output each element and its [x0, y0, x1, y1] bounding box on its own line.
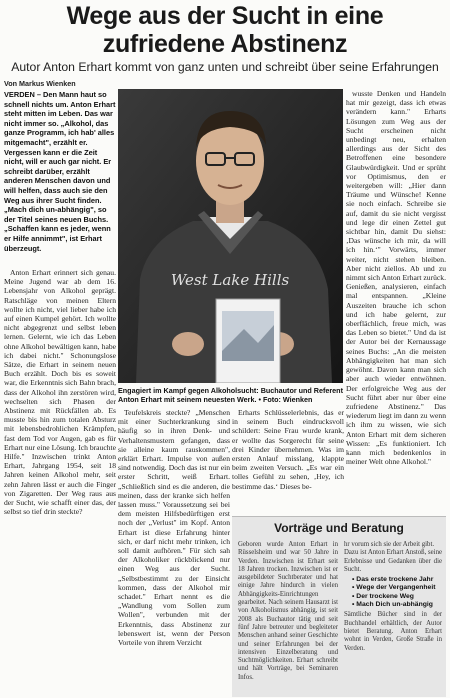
info-box-right-intro: hr vorum sich sie der Arbeit gibt. — [344, 541, 435, 548]
book-list — [344, 576, 442, 609]
info-box-right-intro-2: Dazu ist Anton Erhart Anstoß, seine Erlebnisse und Gedanken über die Sucht. — [344, 549, 442, 573]
dateline: VERDEN — [4, 90, 35, 99]
info-box-left-column — [238, 541, 338, 693]
info-box-right-column — [344, 541, 442, 693]
book-list-item: • Wege der Vergangenheit — [352, 584, 442, 592]
photo-caption: Engagiert im Kampf gegen Alkoholsucht: Buchautor und Referent Anton Erhart mit seinem neuesten Werk. • Foto: Wienken — [118, 386, 343, 404]
article-column-1 — [4, 268, 116, 696]
column-2-text: Teufelskreis steckte? „Menschen mit einer Suchterkrankung sind häufig so in ihren Denk- und Verhaltensmustern gefangen, dass sie alleine kaum rauskommen", erklärt Erhart. Impulse von außen sind notwendig. Doch das ist nur ein erster Schritt, weiß Erhart. „Schließlich sind es die anderen, die meinen, dass der kranke sich helfen lassen muss." Voraussetzung sei bei dem meisten Hilfsbedürftigen erst noch der „Verlust" im Kopf. Anton Erhart ist diese Erfahrung hinter sich, er darf nicht mehr trinken, ich soll damit aufhören." Für sich sah der Alkoholiker rückblickend nur einen Weg aus der Sucht. „Selbstbestimmt zu der Einsicht kommen, dass der Alkohol mir schadet." Erhart nennt es die „Wandlung vom Sollen zum Wollen", verbunden mit der Erkenntnis, dass Abstinenz zur lebenswert ist, wenn der Person Vorteile von ihrem Verzicht — [118, 408, 230, 648]
info-box — [232, 516, 446, 697]
book-list-item: • Der trockene Weg — [352, 593, 442, 601]
book-list-item: • Mach Dich un-abhängig — [352, 601, 442, 609]
info-box-right-outro: Sämtliche Bücher sind in der Buchhandel erhältlich, der Autor bietet Beratung. Anton Erhart wohnt in Verden, Große Straße in Verden. — [344, 611, 442, 652]
column-1-text: Anton Erhart erinnert sich genau. Meine Jugend war ab dem 16. Lebensjahr von Alkohol geprägt. Ratschläge von meinen Eltern wollte ich nicht, viel lieber habe ich auf einen Kumpel gehört. Ich wollte nicht abgegrenzt und selbst leben lernen. Gelernt, wie ich das Leben ohne Alkohol bewältigen kann, habe ich dabei nicht." Schonungslose Sätze, die Erhart in seinem neuen Buch erzählt. Doch bis es soweit war, die Erkenntnis sich Bahn brach, dass der Alkohol ihn zerstören wird, wechselten sich Phasen der Abstinenz mit Rückfällen ab. Es musste bis hin zum totalen Absturz mit lebensbedrohlichen Krämpfen, fast dem Tod vor Augen, gab es für Erhart nur eine Lösung. Ich brauchte Hilfe." Inzwischen trinkt Anton Erhart, Jahrgang 1954, seit 18 Jahren keinen Alkohol mehr, seit zehn Jahren lässt er auch die Finger von Zigaretten. Der Weg raus aus der Sucht, wie schafft einer das, der selbst so tief drin steckte? — [4, 268, 116, 517]
shirt-lettering: West Lake Hills — [170, 271, 290, 289]
article-column-3 — [232, 408, 344, 512]
author-photo — [118, 89, 343, 383]
info-box-title: Vorträge und Beratung — [274, 521, 404, 535]
column-3-text: Erharts Schlüsselerlebnis, das er in seinem Buch eindrucksvoll schildert: Seine Frau wurde krank, er wollte das Sorgerecht für seine drei Kinder übernehmen. Was im ersten Anlauf misslang, klappte beim zweiten Versuch. „Es war ein tolles Gefühl zu sehen, ‚Hey, ich bestimme das.‘ Dieses be- — [232, 408, 344, 491]
intro-text: – Den Mann haut so schnell nichts um. Anton Erhart steht mitten im Leben. Das war nicht immer so. „Alkohol, das ganze Programm, ich hab' alles mitgemacht", erzählt er. Vergessen kann er die Zeit nicht, will er auch gar nicht. Er schreibt darüber, erzählt anderen Menschen davon und will helfen, dass auch sie den Weg aus ihrer Sucht finden. „Mach dich un-abhängig", so der Titel seines neuen Buchs. „Schaffen kann es jeder, wenn er Hilfe annimmt", ist Erhart überzeugt. — [4, 90, 116, 253]
byline: Von Markus Wienken — [4, 79, 76, 88]
column-4-text: wusste Denken und Handeln hat mir gezeigt, dass ich etwas verändern kann." Erharts Lösungen zum Weg aus der Sucht erscheinen nicht unbedingt neu, erhalten allerdings aus der Sicht des Betroffenen eine besondere Glaubwürdigkeit. Und er sprüht vor Optimismus, den er weitergeben will: „Hier dann Träume und Wünsche! Kenne sie noch einfach. Schreibe sie auf, damit du sie nicht vergisst und lege dir einen Zettel gut sichtbar hin, damit Du siehst: ‚Das wünsche ich mir, da will ich hin.‘" Vorwärts, immer weiter, nicht stehen bleiben. Aber nicht ziellos. Ab und zu nimmt sich Anton Erhart zurück. Genießen, analysieren, einfach mal entspannen. „Kleine Auszeiten brauche ich schon und ich habe gelernt, zur oberflächlich, freue mich, was das Leben so bietet." Und da ist der Autor bei der Kernaussage seines Buchs: „An die meisten Abhängigkeiten hat man sich gewöhnt. Davon kann man sich aber auch wieder entwöhnen. Der erfolgreiche Weg aus der Sucht führt aber nur über eine zufriedene Abstinenz." Das wiederum liegt im dann zu wenn ich ihm zu wissen, wie sich Anton Erhart mit dem sicheren Wissen: „Es funktioniert. Ich kann mich bedenkenlos in meiner Welt ohne Alkohol." — [346, 89, 446, 467]
info-box-left-text: Geboren wurde Anton Erhart in Rüsselsheim und war 50 Jahre in Verden. Inzwischen ist Erhart seit 18 Jahren trocken. Inzwischen ist er ausgebildeter Suchtberater und hat einige Jahre hindurch in vielen Abhängigkeits-Einrichtungen gearbeitet. Nach seinem Hausarzt ist von Alkoholismus abhängig, ist seit 2008 als Buchautor tätig und seit fünf Jahre betreuter und begleiteter Menschen anhand seiner Geschichte und seiner Erfahrungen bei der intensiven Einzelberatung und Suchtmöglichkeiten. Erhart schreibt und hält Vorträge, bei Seminaren Infos. — [238, 541, 338, 681]
headline: Wege aus der Sucht in eine zufriedene Abstinenz — [66, 2, 384, 58]
article-column-4 — [346, 89, 446, 512]
subheadline: Autor Anton Erhart kommt von ganz unten und schreibt über seine Erfahrungen — [11, 60, 439, 74]
article-column-2 — [118, 408, 230, 696]
book-list-item: • Das erste trockene Jahr — [352, 576, 442, 584]
intro-paragraph — [4, 90, 116, 265]
photo-illustration — [118, 89, 343, 383]
